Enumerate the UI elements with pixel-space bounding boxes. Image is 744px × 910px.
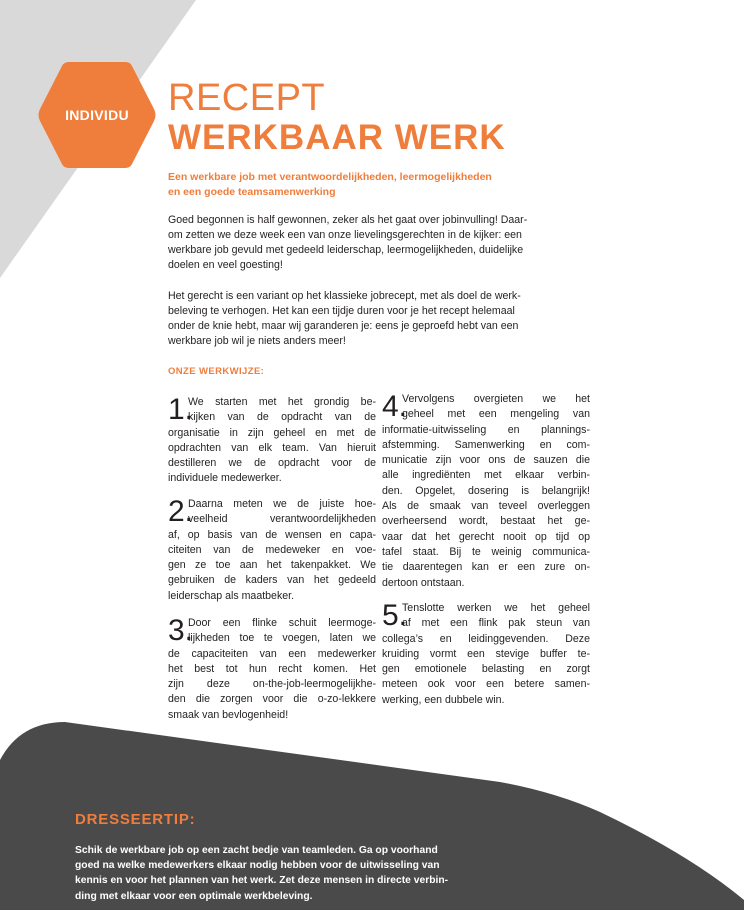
step-number: 2. xyxy=(168,495,194,528)
step-number: 5. xyxy=(382,599,408,632)
step-number: 1. xyxy=(168,393,194,426)
step-number: 4. xyxy=(382,390,408,423)
step-1: 1. We starten met het grondig be- kijken van de opdracht van de organisatie in zijn geheel en met de opdrachten van elk team. Van hieruit destilleren we de opdracht voor de individuele medewerker. xyxy=(168,393,376,485)
step-5: 5. Tenslotte werken we het geheel af met een flink pak steun van collega’s en leidinggevenden. Deze kruiding vormt een stevige buffer te- gen emotionele belasting en zorgt meteen ook voor een betere samen- werking, een dubbele win. xyxy=(382,599,590,706)
tip-title: DRESSEERTIP: xyxy=(75,811,196,828)
subtitle: Een werkbare job met verantwoordelijkheden, leermogelijkheden en een goede teamsamenwerking xyxy=(168,171,492,198)
intro-paragraph-2: Het gerecht is een variant op het klassieke jobrecept, met als doel de werk- beleving te verhogen. Het kan een tijdje duren voor je het recept helemaal onder de knie hebt, maar wij garanderen je: eens je geproefd hebt van een werkbare job wil je niets anders meer! xyxy=(168,290,521,347)
step-number: 3. xyxy=(168,614,194,647)
category-label: INDIVIDU xyxy=(65,107,129,123)
step-2: 2. Daarna meten we de juiste hoe- veelheid verantwoordelijkheden af, op basis van de wensen en capa- citeiten van de medeweker en voe- gen ze toe aan het takenpakket. We gebruiken de kaders van het gedeeld leiderschap als maatbeker. xyxy=(168,495,376,602)
method-heading: ONZE WERKWIJZE: xyxy=(168,366,265,377)
step-3: 3. Door een flinke schuit leermoge- lijkheden toe te voegen, laten we de capaciteiten van een medewerker het best tot hun recht komen. Het zijn deze on-the-job-leermogelijkhe- den die zorgen voor die o-zo-lekkere smaak van bevlogenheid! xyxy=(168,614,376,721)
category-badge xyxy=(36,60,158,170)
title-line-1: RECEPT xyxy=(168,77,326,119)
tip-text: Schik de werkbare job op een zacht bedje van teamleden. Ga op voorhand goed na welke medewerkers elkaar nodig hebben voor de uitwisseling van kennis en voor het plannen van het werk. Zet deze mensen in directe verbin- ding met elkaar voor een optimale werkbeleving. xyxy=(75,845,449,902)
title-line-2: WERKBAAR WERK xyxy=(168,118,506,157)
step-4: 4. Vervolgens overgieten we het geheel met een mengeling van informatie-uitwisseling en plannings- afstemming. Samenwerking en com- municatie zijn voor ons de sauzen die alle ingrediënten met elkaar verbin- den. Opgelet, dosering is belangrijk! Als de smaak van teveel overleggen overheersend wordt, bestaat het ge- vaar dat het gerecht nooit op tijd op tafel staat. Bij te weinig communica- tie daarentegen kan er een zure on- dertoon ontstaan. xyxy=(382,390,590,589)
intro-paragraph-1: Goed begonnen is half gewonnen, zeker als het gaat over jobinvulling! Daar- om zetten we deze week een van onze lievelingsgerechten in de kijker: een werkbare job gevuld met gedeeld leiderschap, leermogelijkheden, duidelijke doelen en veel goesting! xyxy=(168,214,528,271)
